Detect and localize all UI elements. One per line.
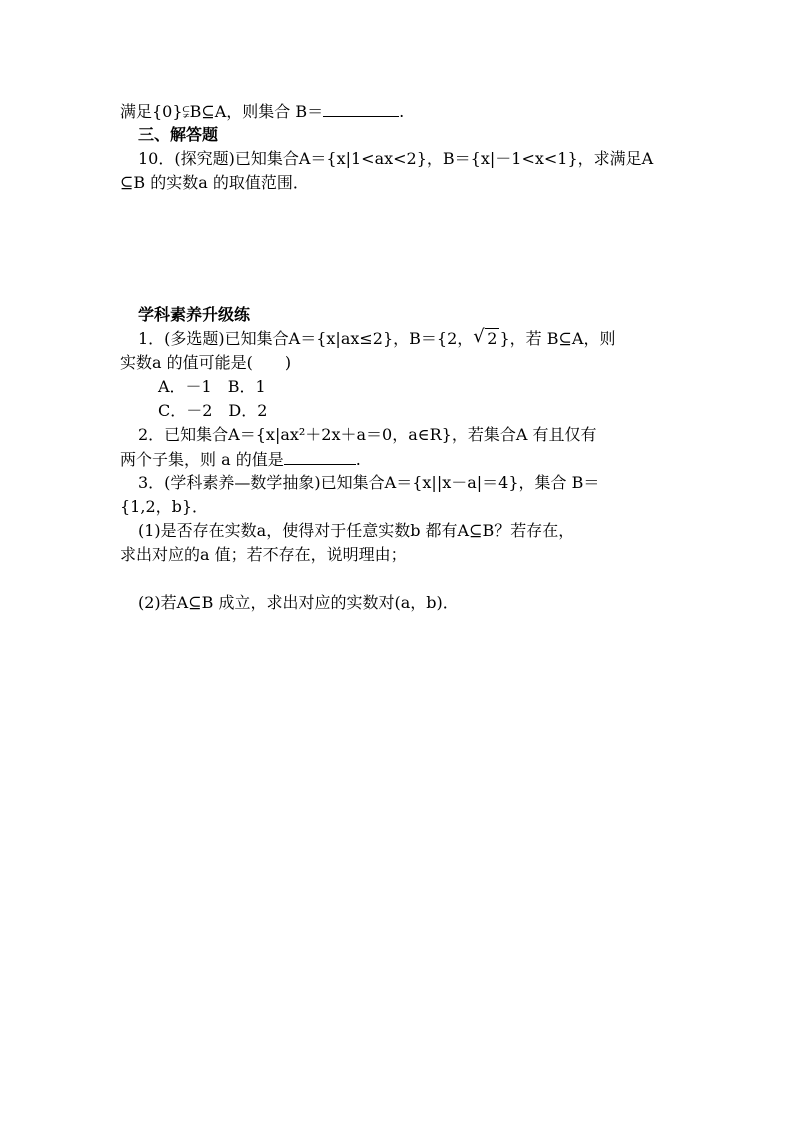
text-l1: 满足{0}⫋B⊆A，则集合 B＝ bbox=[120, 102, 324, 121]
section-heading-solution: 三、解答题 bbox=[138, 125, 219, 144]
question-3-part2: (2)若A⊆B 成立，求出对应的实数对(a，b)． bbox=[138, 593, 459, 612]
question-2-line2 bbox=[120, 448, 361, 470]
q2-text: 两个子集，则 a 的值是 bbox=[120, 450, 284, 469]
q2-text-end: . bbox=[355, 450, 361, 469]
fill-in-line-end bbox=[120, 100, 404, 122]
question-1-options-cd: C．－2 D．2 bbox=[158, 401, 268, 420]
question-10-line1: 10．(探究题)已知集合A＝{x|1<ax<2}，B＝{x|－1<x<1}，求满足A bbox=[138, 149, 654, 168]
question-2-line1: 2．已知集合A＝{x|ax²＋2x＋a＝0，a∈R}，若集合A 有且仅有 bbox=[138, 425, 597, 444]
question-3-part1-line2: 求出对应的a 值；若不存在，说明理由； bbox=[120, 545, 407, 564]
q1-text-b: }，若 B⊆A，则 bbox=[499, 329, 616, 348]
answer-blank-q2[interactable] bbox=[284, 448, 356, 465]
sqrt-radicand: 2 bbox=[487, 329, 498, 348]
question-3-part1-line1: (1)是否存在实数a，使得对于任意实数b 都有A⊆B？若存在， bbox=[138, 521, 575, 540]
q1-text-a: 1．(多选题)已知集合A＝{x|ax≤2}，B＝{2， bbox=[138, 329, 474, 348]
section-heading-literacy: 学科素养升级练 bbox=[138, 305, 251, 324]
question-1-line2: 实数a 的值可能是( ) bbox=[120, 353, 292, 372]
question-1-line1 bbox=[138, 328, 615, 350]
question-3-line2: {1,2，b}． bbox=[120, 497, 209, 516]
question-1-options-ab: A．－1 B．1 bbox=[158, 377, 266, 396]
question-10-line2: ⊆B 的实数a 的取值范围． bbox=[120, 173, 309, 192]
question-3-line1: 3．(学科素养—数学抽象)已知集合A＝{x||x－a|＝4}，集合 B＝ bbox=[138, 473, 600, 492]
text-l1-end: . bbox=[399, 102, 405, 121]
sqrt-symbol: √ 2 bbox=[473, 326, 498, 348]
answer-blank[interactable] bbox=[323, 100, 399, 117]
